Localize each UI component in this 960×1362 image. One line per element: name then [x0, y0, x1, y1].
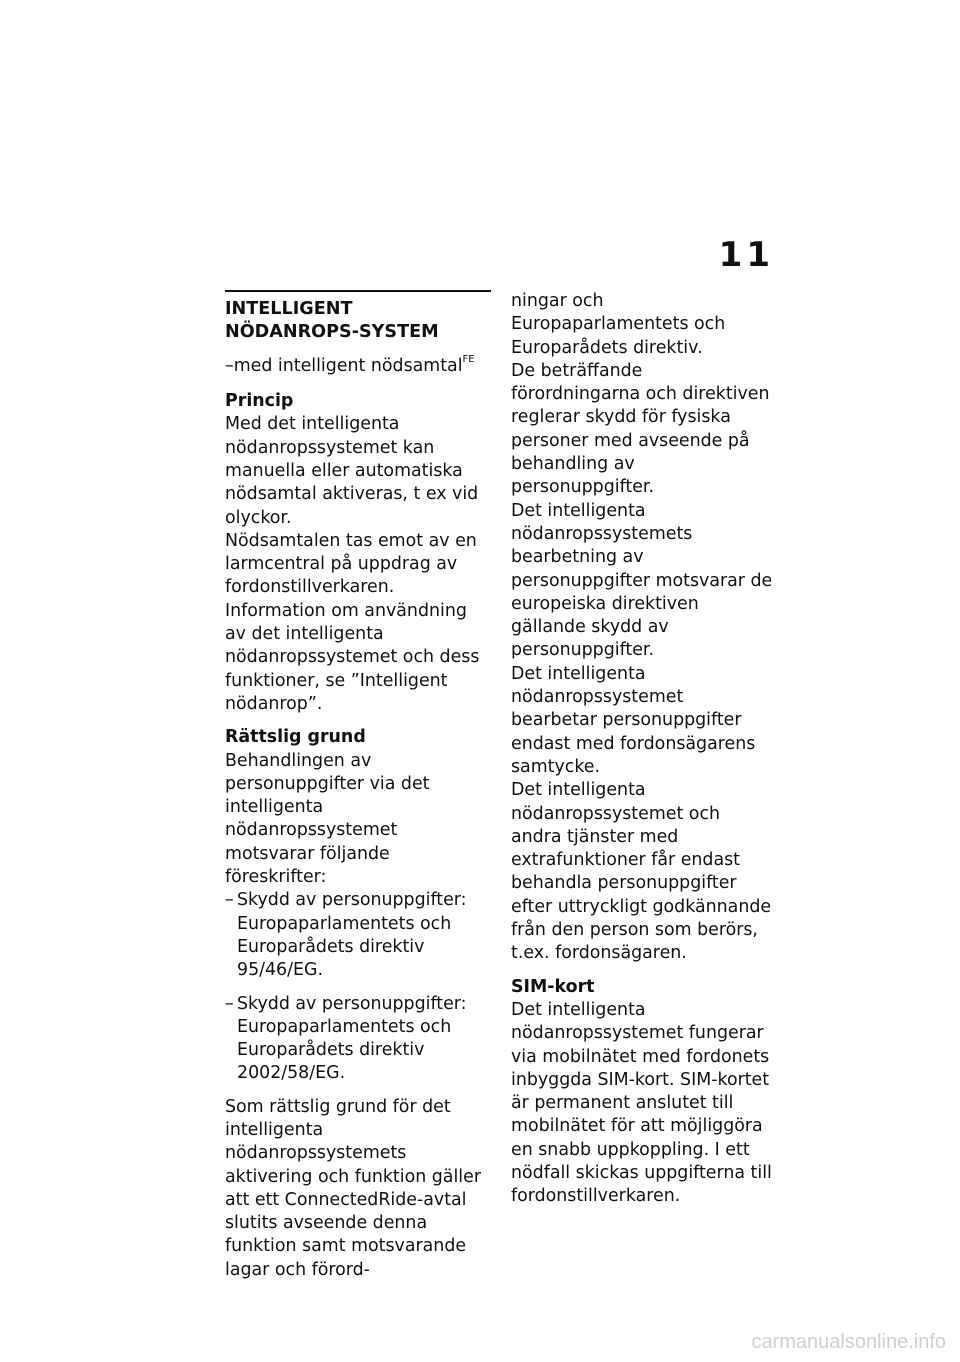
- body-paragraph: ningar och Europaparlamentets och Europarådets direktiv.: [511, 291, 726, 358]
- body-paragraph: Det intelligenta nödanropssystemet och andra tjänster med extrafunktioner får endast behandla personuppgifter efter uttryckligt godkännande från den person som berörs, t.ex. fordonsägaren.: [511, 780, 772, 964]
- body-paragraph: Det intelligenta nödanropssystemets bearbetning av personuppgifter motsvarar de europeiska direktiven gällande skydd av personuppgifter.: [511, 500, 773, 661]
- legal-heading: Rättslig grund: [225, 727, 366, 748]
- legal-outro: Som rättslig grund för det intelligenta nödanropssystemets aktivering och funktion gäller att ett ConnectedRide-avtal slutits avseende denna funktion samt motsvarande lagar och förord-: [225, 1096, 481, 1280]
- source-watermark: carmanualsonline.info: [751, 1331, 946, 1353]
- sim-heading: SIM-kort: [511, 976, 595, 997]
- principle-section: [225, 390, 491, 716]
- page-number: 11: [718, 235, 774, 275]
- section-subtitle: –med intelligent nödsamtal$^{FE}$: [225, 354, 475, 376]
- principle-paragraph: Nödsamtalen tas emot av en larmcentral på uppdrag av fordonstillverkaren.: [225, 530, 477, 598]
- legal-list-item: – Skydd av personuppgifter: Europaparlamentets och Europarådets direktiv 2002/58/EG.: [225, 993, 491, 1086]
- legal-intro: Behandlingen av personuppgifter via det intelligenta nödanropssystemet motsvarar följande föreskrifter:: [225, 750, 430, 888]
- legal-continuation: [511, 290, 773, 966]
- legal-list-item: – Skydd av personuppgifter: Europaparlamentets och Europarådets direktiv 95/46/EG.: [225, 889, 491, 982]
- section-title: INTELLIGENT NÖDANROPS-SYSTEM: [225, 299, 439, 342]
- sim-section: [511, 976, 773, 1209]
- variant-superscript: FE: [462, 354, 475, 365]
- left-column: [225, 290, 491, 1292]
- principle-paragraph: Information om användning av det intelligenta nödanropssystemet och dess funktioner, se ”Intelligent nödanrop”.: [225, 600, 480, 714]
- legal-list: [225, 889, 491, 1085]
- body-paragraph: De beträffande förordningarna och direktiven reglerar skydd för fysiska personer med avseende på behandling av personuppgifter.: [511, 360, 770, 498]
- sim-paragraph: Det intelligenta nödanropssystemet fungerar via mobilnätet med fordonets inbyggda SIM-kort. SIM-kortet är permanent anslutet till mobilnätet för att möjliggöra en snabb uppkoppling. I ett nödfall skickas uppgifterna till fordonstillverkaren.: [511, 999, 772, 1207]
- section-rule: [225, 290, 491, 292]
- principle-heading: Princip: [225, 391, 294, 412]
- body-paragraph: Det intelligenta nödanropssystemet bearbetar personuppgifter endast med fordonsägarens samtycke.: [511, 663, 756, 777]
- principle-paragraph: Med det intelligenta nödanropssystemet kan manuella eller automatiska nödsamtal aktiveras, t ex vid olyckor.: [225, 414, 479, 528]
- right-column: [511, 290, 773, 1219]
- legal-section: [225, 726, 491, 1282]
